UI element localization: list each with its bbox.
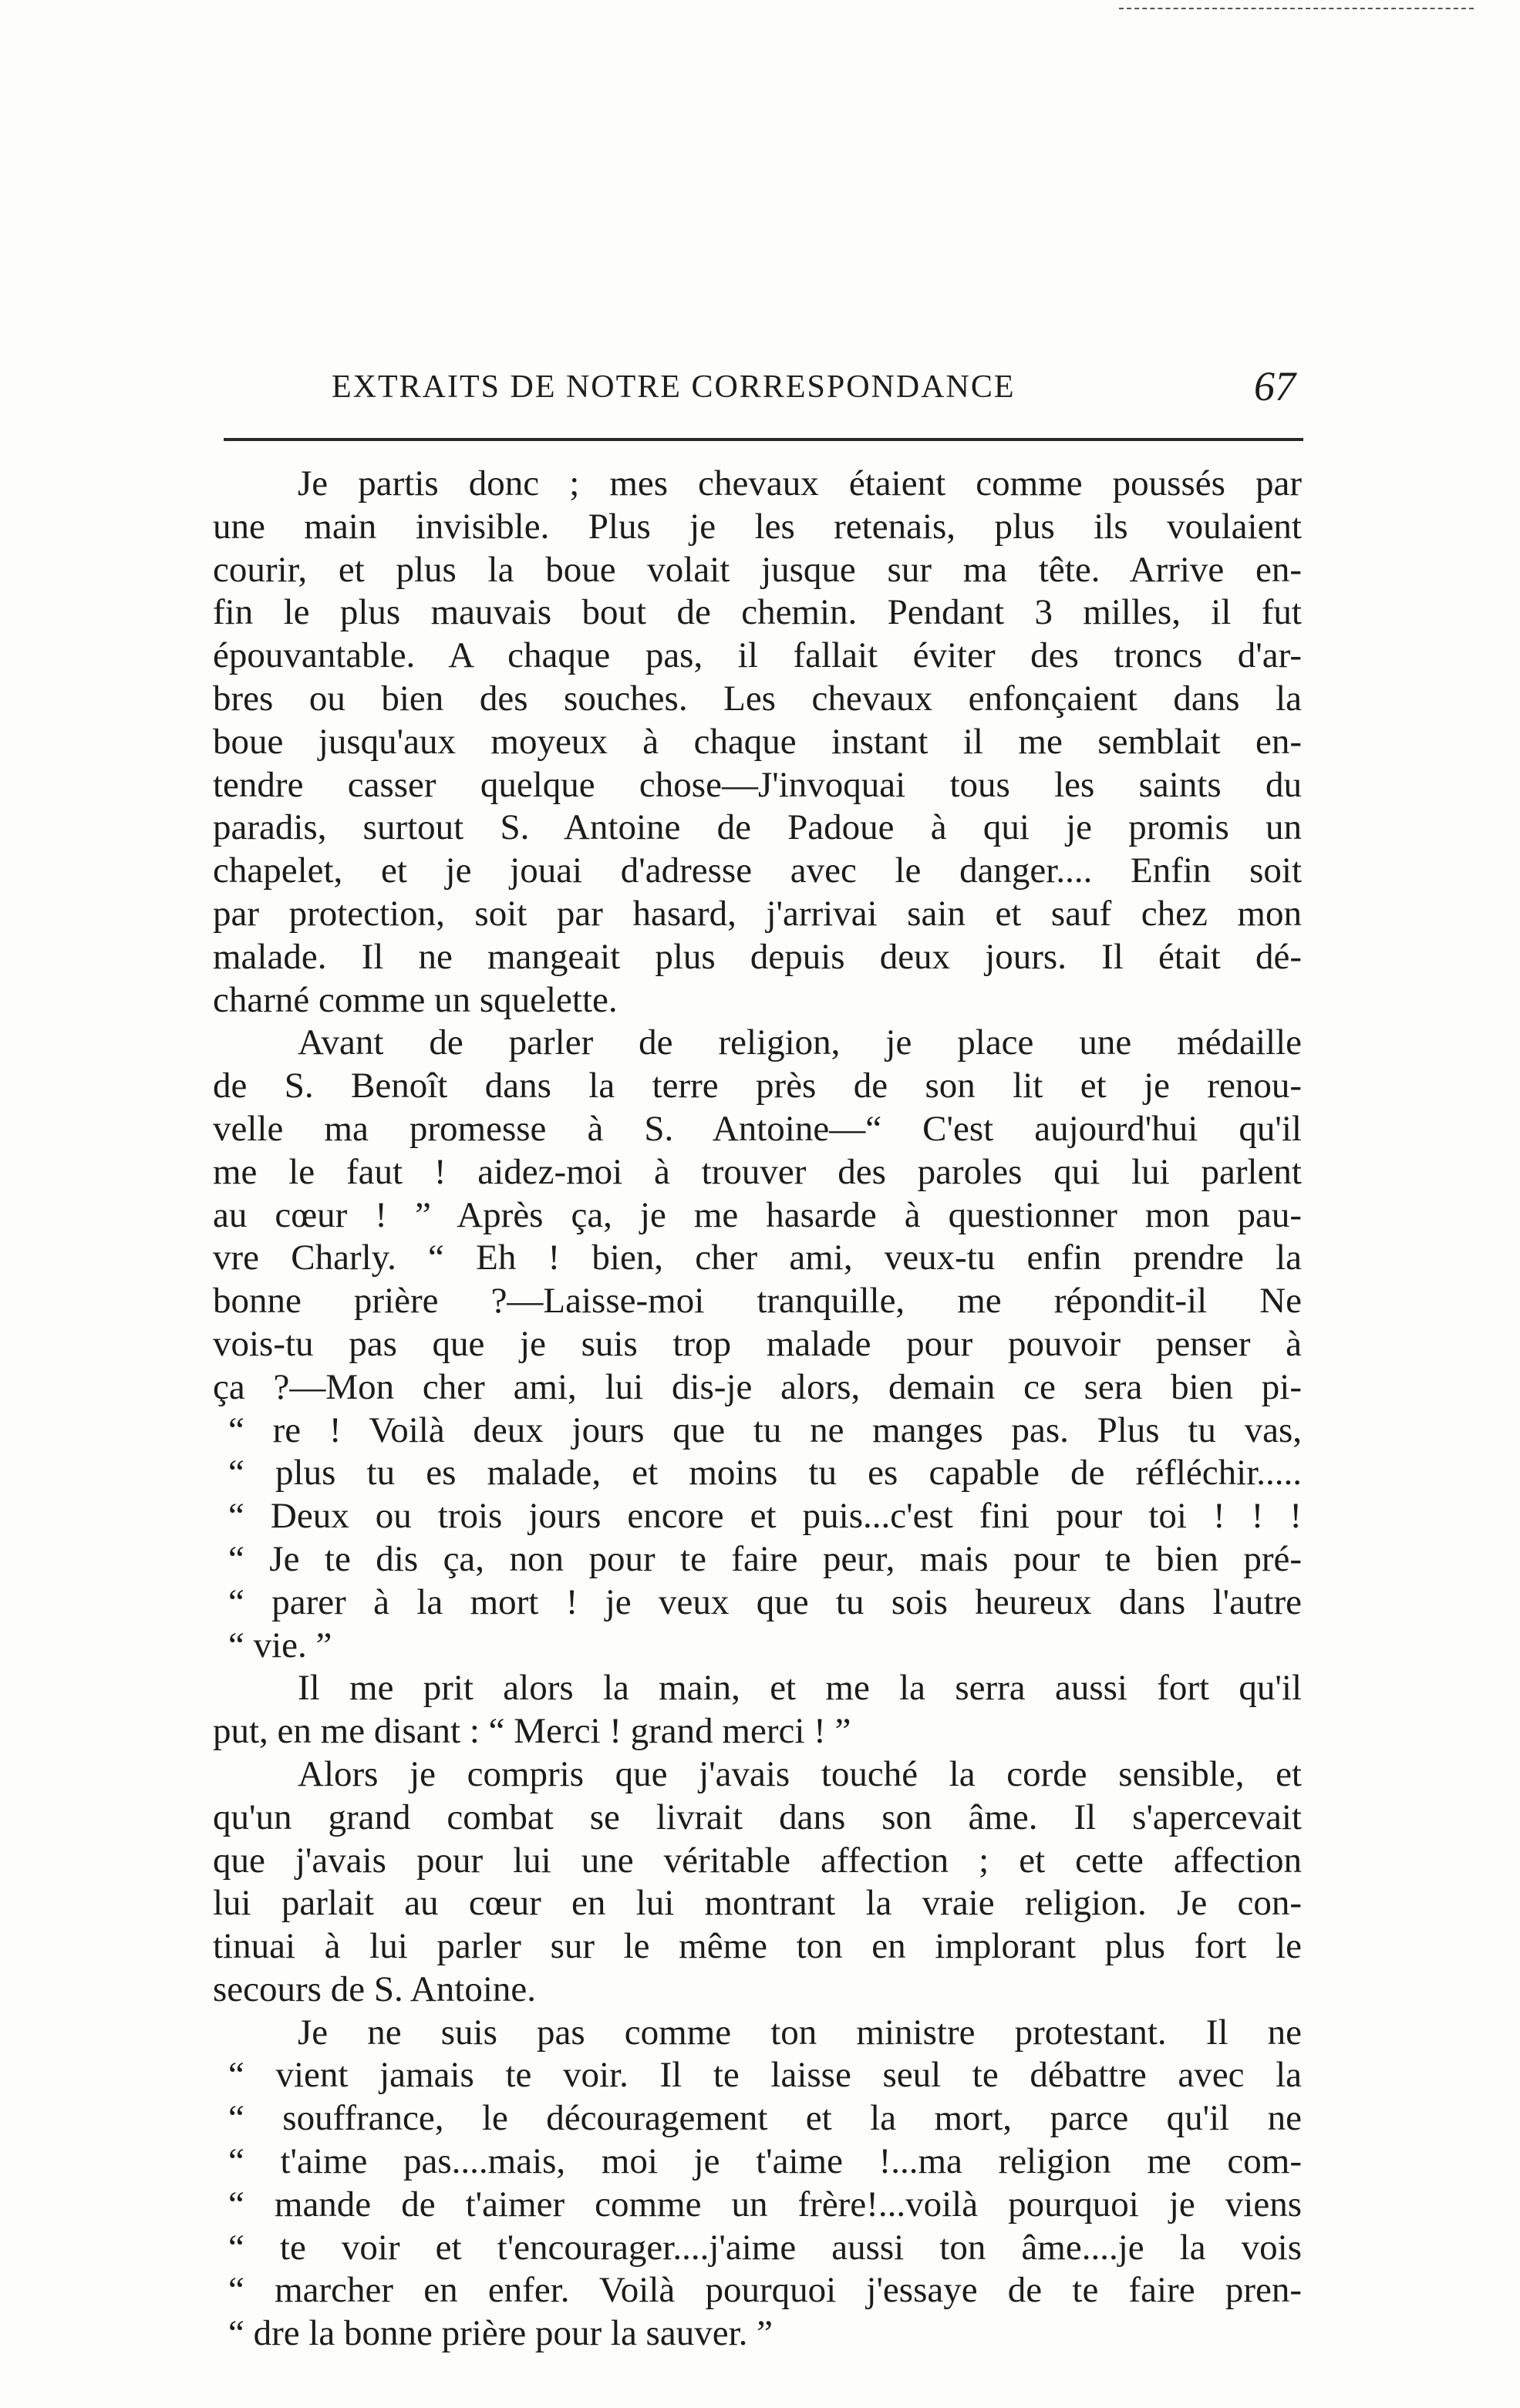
text-line: Je partis donc ; mes chevaux étaient comme poussés par bbox=[298, 463, 1302, 503]
text-line: “ mande de t'aimer comme un frère!...voilà pourquoi je viens bbox=[228, 2184, 1302, 2224]
text-line: velle ma promesse à S. Antoine—“ C'est aujourd'hui qu'il bbox=[213, 1108, 1302, 1149]
text-line: par protection, soit par hasard, j'arrivai sain et sauf chez mon bbox=[213, 893, 1302, 934]
text-line: courir, et plus la boue volait jusque sur ma tête. Arrive en- bbox=[213, 549, 1302, 590]
text-line: Je ne suis pas comme ton ministre protestant. Il ne bbox=[298, 2012, 1302, 2053]
text-line: “ dre la bonne prière pour la sauver. ” bbox=[228, 2313, 773, 2354]
header-rule bbox=[224, 438, 1303, 441]
text-line: “ vient jamais te voir. Il te laisse seul te débattre avec la bbox=[228, 2055, 1302, 2096]
text-line: de S. Benoît dans la terre près de son lit et je renou- bbox=[213, 1066, 1302, 1106]
text-line: lui parlait au cœur en lui montrant la vraie religion. Je con- bbox=[213, 1883, 1302, 1924]
text-line: “ plus tu es malade, et moins tu es capable de réfléchir..... bbox=[228, 1453, 1302, 1494]
text-line: me le faut ! aidez-moi à trouver des paroles qui lui parlent bbox=[213, 1151, 1302, 1192]
text-line: “ parer à la mort ! je veux que tu sois heureux dans l'autre bbox=[228, 1581, 1302, 1622]
text-line: “ t'aime pas....mais, moi je t'aime !...ma religion me com- bbox=[228, 2141, 1302, 2182]
text-line: boue jusqu'aux moyeux à chaque instant il me semblait en- bbox=[213, 721, 1302, 762]
text-line: vois-tu pas que je suis trop malade pour pouvoir penser à bbox=[213, 1323, 1302, 1364]
text-line: bonne prière ?—Laisse-moi tranquille, me répondit-il Ne bbox=[213, 1281, 1302, 1322]
text-line: “ souffrance, le découragement et la mort, parce qu'il ne bbox=[228, 2098, 1302, 2139]
text-line: “ te voir et t'encourager....j'aime aussi ton âme....je la vois bbox=[228, 2227, 1302, 2268]
text-line: tinuai à lui parler sur le même ton en implorant plus fort le bbox=[213, 1926, 1302, 1967]
text-line: “ vie. ” bbox=[228, 1625, 332, 1665]
top-edge-mark bbox=[1119, 8, 1474, 9]
running-head bbox=[224, 362, 1311, 416]
text-line: charné comme un squelette. bbox=[213, 979, 618, 1020]
body-text bbox=[213, 463, 1302, 2356]
text-line: “ marcher en enfer. Voilà pourquoi j'essaye de te faire pren- bbox=[228, 2270, 1302, 2311]
text-line: au cœur ! ” Après ça, je me hasarde à questionner mon pau- bbox=[213, 1194, 1302, 1235]
page-number: 67 bbox=[1254, 363, 1296, 409]
running-title: EXTRAITS DE NOTRE CORRESPONDANCE bbox=[332, 369, 1016, 405]
text-line: tendre casser quelque chose—J'invoquai tous les saints du bbox=[213, 764, 1302, 805]
text-line: bres ou bien des souches. Les chevaux enfonçaient dans la bbox=[213, 678, 1302, 719]
text-line: put, en me disant : “ Merci ! grand merci ! ” bbox=[213, 1711, 851, 1752]
text-line: fin le plus mauvais bout de chemin. Pendant 3 milles, il fut bbox=[213, 592, 1302, 633]
text-line: que j'avais pour lui une véritable affection ; et cette affection bbox=[213, 1840, 1302, 1881]
text-line: une main invisible. Plus je les retenais, plus ils voulaient bbox=[213, 506, 1302, 547]
text-line: malade. Il ne mangeait plus depuis deux jours. Il était dé- bbox=[213, 936, 1302, 977]
text-line: “ Deux ou trois jours encore et puis...c'est fini pour toi ! ! ! bbox=[228, 1496, 1302, 1537]
text-line: Avant de parler de religion, je place une médaille bbox=[298, 1022, 1302, 1063]
text-line: vre Charly. “ Eh ! bien, cher ami, veux-tu enfin prendre la bbox=[213, 1238, 1302, 1278]
text-line: paradis, surtout S. Antoine de Padoue à qui je promis un bbox=[213, 807, 1302, 848]
text-line: “ Je te dis ça, non pour te faire peur, mais pour te bien pré- bbox=[228, 1538, 1302, 1579]
text-line: secours de S. Antoine. bbox=[213, 1968, 537, 2009]
text-line: qu'un grand combat se livrait dans son âme. Il s'apercevait bbox=[213, 1797, 1302, 1837]
text-line: épouvantable. A chaque pas, il fallait éviter des troncs d'ar- bbox=[213, 635, 1302, 676]
text-line: chapelet, et je jouai d'adresse avec le danger.... Enfin soit bbox=[213, 850, 1302, 891]
text-line: “ re ! Voilà deux jours que tu ne manges pas. Plus tu vas, bbox=[228, 1409, 1302, 1450]
text-line: Il me prit alors la main, et me la serra aussi fort qu'il bbox=[298, 1668, 1302, 1709]
text-line: ça ?—Mon cher ami, lui dis-je alors, demain ce sera bien pi- bbox=[213, 1366, 1302, 1407]
text-line: Alors je compris que j'avais touché la corde sensible, et bbox=[298, 1753, 1302, 1794]
